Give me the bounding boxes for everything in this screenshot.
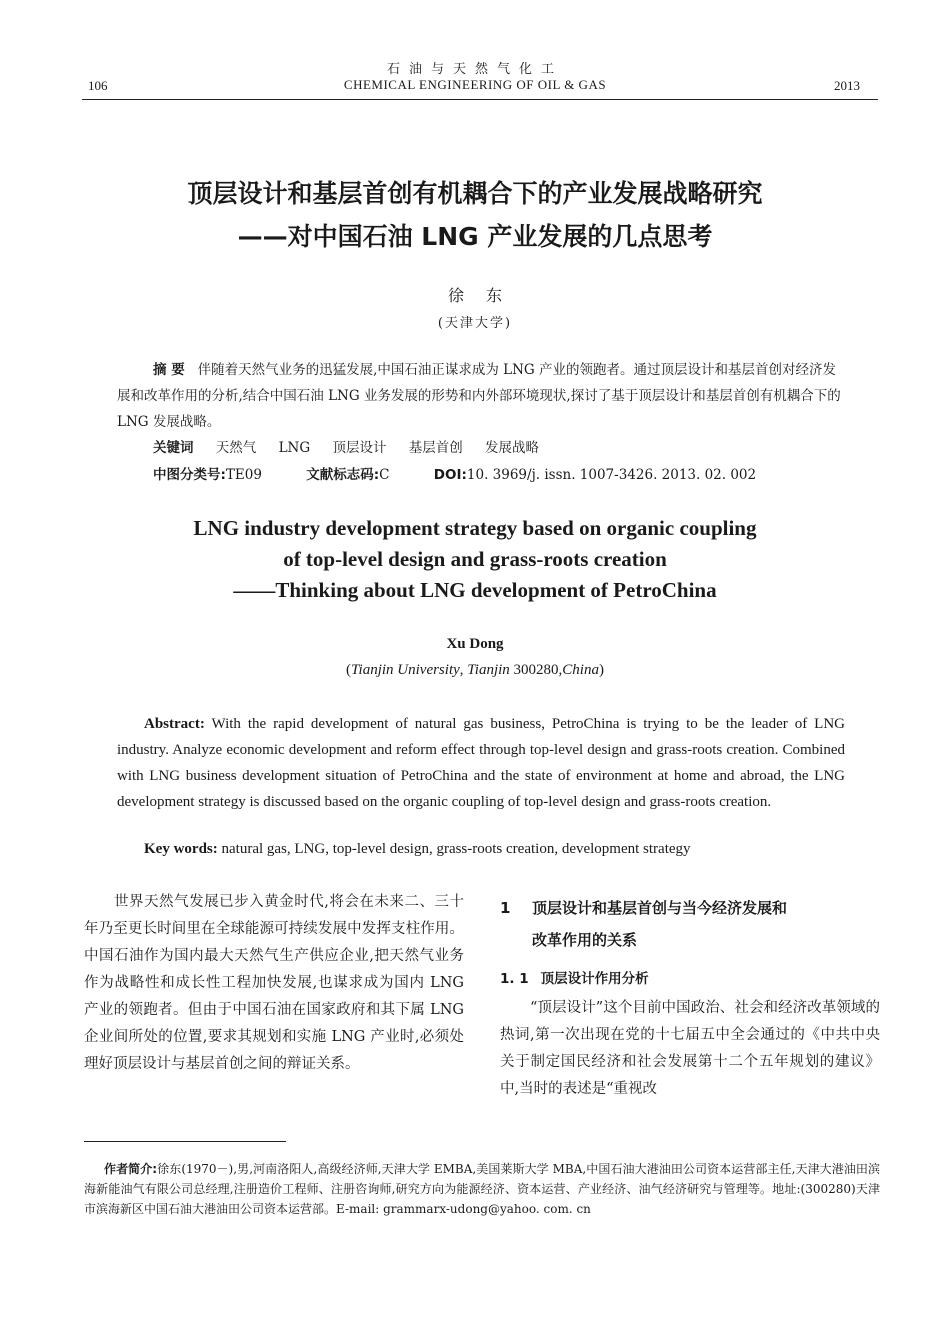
aff-postcode: 300280, (509, 662, 563, 678)
keywords-cn-label: 关键词 (153, 440, 194, 456)
section-1-1-number: 1. 1 (500, 971, 529, 987)
aff-institution: Tianjin University (351, 662, 460, 678)
paper-subtitle-cn: ——对中国石油 LNG 产业发展的几点思考 (237, 222, 713, 251)
affiliation-en: (Tianjin University, Tianjin 300280,China) (346, 662, 604, 678)
journal-name-en: CHEMICAL ENGINEERING OF OIL & GAS (343, 77, 607, 92)
abstract-cn-text: 伴随着天然气业务的迅猛发展,中国石油正谋求成为 LNG 产业的领跑者。通过顶层设计和基层首创对经济发展和改革作用的分析,结合中国石油 LNG 业务发展的形势和内外部环境现状,探讨了基于顶层设计和基层首创有机耦合下的 LNG 发展战略。 (117, 362, 841, 430)
section-1-title-line1: 顶层设计和基层首创与当今经济发展和 (532, 899, 788, 917)
keywords-en (144, 841, 691, 858)
clc-value: TE09 (225, 467, 262, 483)
body-left-column (84, 889, 464, 1078)
keywords-en-label: Key words: (144, 841, 218, 857)
keyword-cn: 发展战略 (485, 440, 540, 456)
doc-code-label: 文献标志码: (306, 467, 380, 483)
doc-code-value: C (379, 467, 390, 483)
issue-year: 2013 (834, 78, 860, 93)
section-1-title-line2: 改革作用的关系 (532, 931, 638, 949)
section-1-number: 1 (500, 899, 511, 917)
keywords-cn (153, 436, 539, 456)
abstract-en (117, 711, 845, 815)
page-number: 106 (88, 78, 108, 93)
keyword-cn: LNG (278, 440, 311, 456)
author-footnote (84, 1159, 880, 1219)
abstract-cn (117, 357, 845, 435)
author-cn: 徐东 (447, 286, 524, 305)
footnote-text: 徐东(1970－),男,河南洛阳人,高级经济师,天津大学 EMBA,美国莱斯大学 MBA,中国石油大港油田公司资本运营部主任,天津大港油田滨海新能油气有限公司总经理,注册造价工程师、注册咨询师,研究方向为能源经济、资本运营、产业经济、油气经济研究与管理等。地址:(300280)天津市滨海新区中国石油大港油田公司资本运营部。E-mail: grammarx-udong@yahoo. com. cn (84, 1162, 880, 1216)
classification-row (153, 463, 853, 483)
header-rule (82, 99, 878, 100)
doi-label: DOI: (433, 467, 467, 483)
section-1-heading (500, 892, 890, 956)
aff-country: China (562, 662, 599, 678)
body-paragraph: “顶层设计”这个目前中国政治、社会和经济改革领域的热词,第一次出现在党的十七届五中全会通过的《中共中央关于制定国民经济和社会发展第十二个五年规划的建议》中,当时的表述是“重视改 (500, 1000, 880, 1097)
section-1-1-heading (500, 967, 649, 987)
paper-title-en-line2: of top-level design and grass-roots creation (283, 547, 667, 571)
journal-name-cn: 石油与天然气化工 (386, 62, 563, 77)
paper-subtitle-en: ——Thinking about LNG development of PetroChina (233, 578, 717, 602)
body-right-column (500, 995, 880, 1103)
body-paragraph: 世界天然气发展已步入黄金时代,将会在未来二、三十年乃至更长时间里在全球能源可持续发展中发挥支柱作用。中国石油作为国内最大天然气生产供应企业,把天然气业务作为战略性和成长性工程加快发展,也谋求成为国内 LNG 产业的领跑者。但由于中国石油在国家政府和其下属 LNG 企业间所处的位置,要求其规划和实施 LNG 产业时,必须处理好顶层设计与基层首创之间的辩证关系。 (84, 894, 464, 1072)
abstract-en-text: With the rapid development of natural gas business, PetroChina is trying to be the leader of LNG industry. Analyze economic development and reform effect through top-level design and grass-roots creation. Combined with LNG business development situation of PetroChina and the state of environment at home and abroad, the LNG development strategy is discussed based on the organic coupling of top-level design and grass-roots creation. (117, 716, 845, 810)
aff-city: Tianjin (467, 662, 510, 678)
clc-label: 中图分类号: (153, 467, 226, 483)
keyword-cn: 顶层设计 (332, 440, 387, 456)
paper-title-cn: 顶层设计和基层首创有机耦合下的产业发展战略研究 (187, 179, 763, 208)
doi-value: 10. 3969/j. issn. 1007-3426. 2013. 02. 002 (466, 467, 757, 483)
section-1-1-title: 顶层设计作用分析 (540, 971, 649, 987)
keywords-en-text: natural gas, LNG, top-level design, grass-roots creation, development strategy (221, 841, 691, 857)
affiliation-cn: (天津大学) (437, 316, 513, 331)
paper-title-en-line1: LNG industry development strategy based on organic coupling (193, 516, 757, 540)
footnote-rule (84, 1141, 286, 1142)
keyword-cn: 基层首创 (408, 440, 463, 456)
author-en: Xu Dong (446, 636, 504, 652)
footnote-label: 作者简介: (104, 1162, 158, 1176)
keyword-cn: 天然气 (215, 440, 257, 456)
abstract-cn-label: 摘 要 (153, 362, 185, 378)
abstract-en-label: Abstract: (144, 716, 205, 732)
